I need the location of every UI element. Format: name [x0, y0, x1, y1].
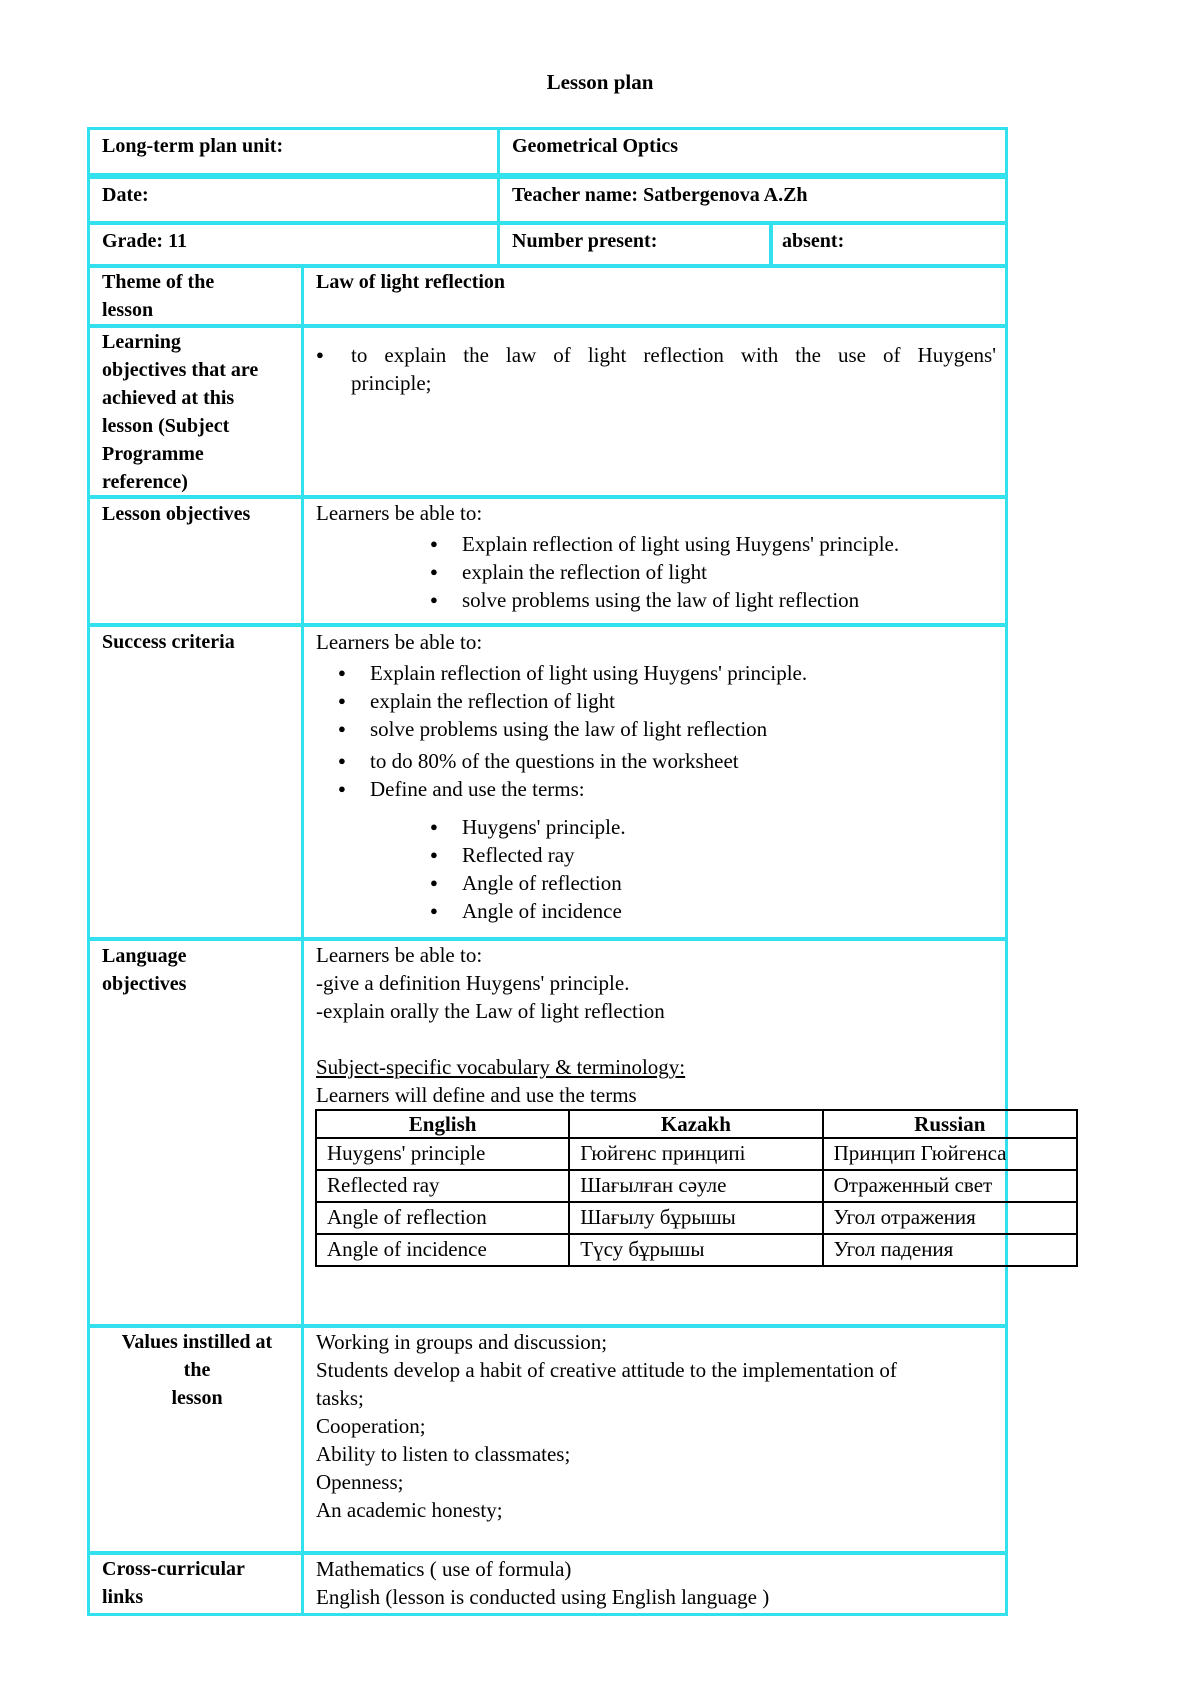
language-label: Language objectives [102, 945, 187, 995]
success-label-cell [87, 624, 304, 940]
cross-label: Cross-curricular links [102, 1558, 245, 1608]
table-cell: Отраженный свет [823, 1170, 1077, 1202]
table-cell: Angle of incidence [316, 1234, 569, 1266]
table-cell: Гюйгенс принципі [569, 1138, 822, 1170]
theme-value: Law of light reflection [316, 271, 506, 293]
page-title: Lesson plan [546, 70, 654, 94]
table-cell: Huygens' principle [316, 1138, 569, 1170]
table-cell: Шағылу бұрышы [569, 1202, 822, 1234]
column-header: English [316, 1110, 569, 1138]
list-item: ● explain the reflection of light [462, 558, 899, 586]
language-text: Learners be able to: -give a definition Huygens' principle. -explain orally the Law of light reflection Subject-specific vocabulary & terminology: Learners will define and use the terms [316, 943, 686, 1107]
list-item: ● Reflected ray [462, 841, 626, 869]
learning-label: Learning objectives that are achieved at this lesson (Subject Programme reference) [102, 331, 259, 493]
list-item: ● Explain reflection of light using Huygens' principle. [370, 659, 807, 687]
success-intro: Learners be able to: [316, 630, 483, 654]
list-item: ● solve problems using the law of light reflection [370, 715, 807, 743]
vocab-heading: Subject-specific vocabulary & terminology: [316, 1055, 686, 1079]
bullet-icon: ● [316, 347, 324, 362]
unit-label: Long-term plan unit: [102, 135, 284, 157]
learning-objective-item: ● to explain the law of light reflection with the use of Huygens' principle; [316, 343, 996, 395]
present-label: Number present: [512, 230, 658, 252]
success-label: Success criteria [102, 631, 235, 653]
success-sublist [462, 813, 626, 925]
table-cell: Принцип Гюйгенса [823, 1138, 1077, 1170]
table-cell: Шағылған сәуле [569, 1170, 822, 1202]
table-row [316, 1138, 1077, 1170]
teacher-label: Teacher name: Satbergenova A.Zh [512, 184, 808, 206]
values-text: Working in groups and discussion; Students develop a habit of creative attitude to the implementation of tasks; Cooperation; Ability to listen to classmates; Openness; An academic honesty; [316, 1330, 897, 1522]
table-row [316, 1202, 1077, 1234]
table-cell: Түсу бұрышы [569, 1234, 822, 1266]
table-cell: Reflected ray [316, 1170, 569, 1202]
theme-label: Theme of the lesson [102, 271, 215, 321]
table-header-row [316, 1110, 1077, 1138]
absent-label: absent: [782, 230, 845, 252]
list-item: ● Angle of incidence [462, 897, 626, 925]
table-row [316, 1170, 1077, 1202]
success-list [370, 659, 807, 803]
lesson-objectives-list [462, 530, 899, 614]
list-item: ● Explain reflection of light using Huygens' principle. [462, 530, 899, 558]
list-item: ● Huygens' principle. [462, 813, 626, 841]
lesson-objectives-intro: Learners be able to: [316, 501, 483, 525]
vocabulary-table [315, 1109, 1078, 1267]
table-cell: Angle of reflection [316, 1202, 569, 1234]
table-cell: Угол падения [823, 1234, 1077, 1266]
date-label: Date: [102, 184, 149, 206]
list-item: ● explain the reflection of light [370, 687, 807, 715]
values-label: Values instilled at the lesson [121, 1331, 273, 1409]
column-header: Russian [823, 1110, 1077, 1138]
list-item: ● solve problems using the law of light reflection [462, 586, 899, 614]
lesson-objectives-label: Lesson objectives [102, 503, 251, 525]
list-item: ● Angle of reflection [462, 869, 626, 897]
table-cell: Угол отражения [823, 1202, 1077, 1234]
date-cell [87, 176, 500, 224]
list-item: ● to do 80% of the questions in the worksheet [370, 747, 807, 775]
list-item: ● Define and use the terms: [370, 775, 807, 803]
table-row [316, 1234, 1077, 1266]
unit-value: Geometrical Optics [512, 135, 679, 157]
grade-label: Grade: 11 [102, 230, 187, 252]
vocab-intro: Learners will define and use the terms [316, 1083, 637, 1107]
column-header: Kazakh [569, 1110, 822, 1138]
cross-text: Mathematics ( use of formula) English (lesson is conducted using English language ) [316, 1557, 770, 1609]
